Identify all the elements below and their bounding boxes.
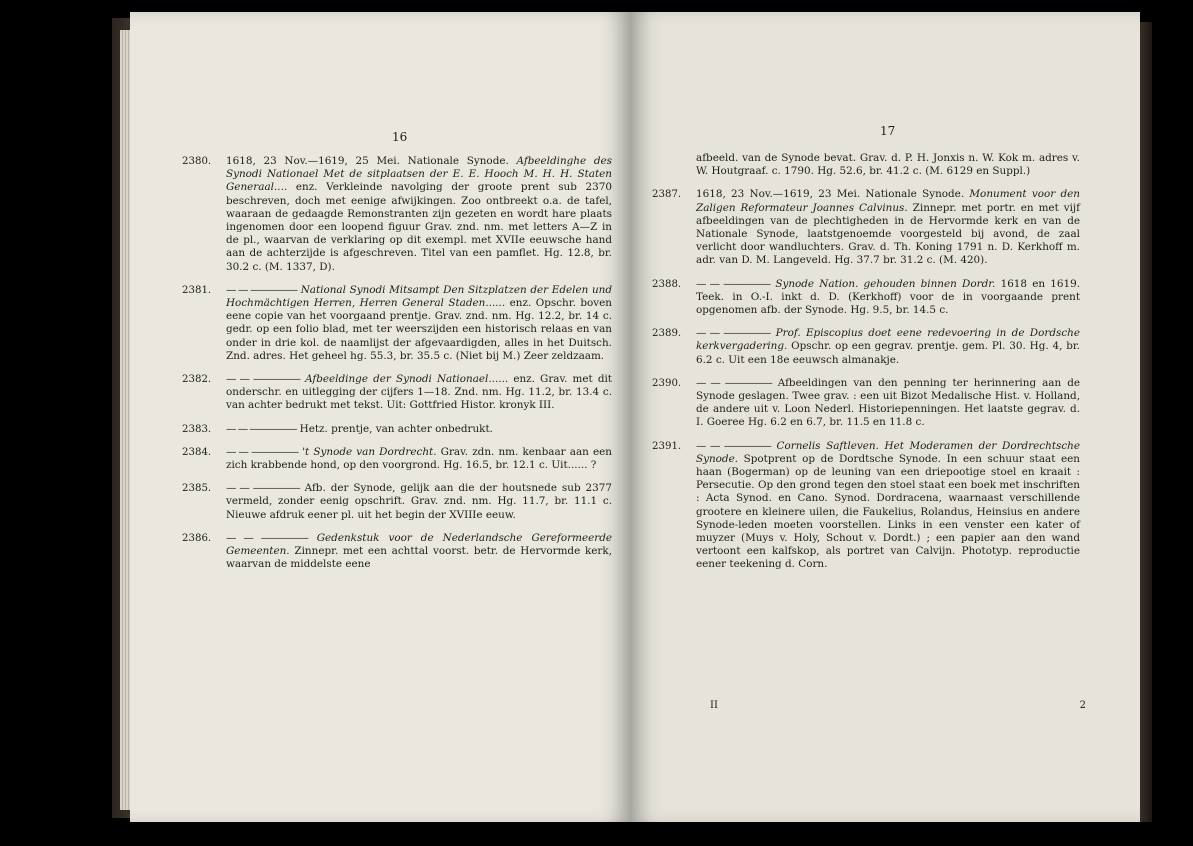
entry-text: enz. Opschr. boven eene copie van het voorgaand prentje. Grav. znd. nm. Hg. 12.2, br. 14 c. gedr. op een folio blad, met ter weerszijden een historisch relaas en van onder in drie kol. de naamlijst der afgevaardigden, alles in het Duitsch. Znd. adres. Het geheel hg. 55.3, br. 35.5 c. (Niet bij M.) Zeer zeldzaam. bbox=[226, 297, 612, 362]
entry-dash: — — ————— bbox=[696, 439, 771, 452]
entry-number: 2382. bbox=[182, 374, 212, 386]
left-page bbox=[130, 12, 630, 822]
entry-dash: — — ————— bbox=[696, 376, 772, 389]
catalogue-entry bbox=[182, 531, 613, 572]
entry-dash: — — ————— bbox=[226, 445, 299, 458]
entry-text: enz. Grav. met dit onderschr. en uitlegging der cijfers 1—18. Znd. nm. Hg. 11.2, br. 13.4 c. van achter bedrukt met tekst. Uit: Gottfried Histor. kronyk III. bbox=[226, 373, 612, 412]
entry-number: 2381. bbox=[182, 284, 212, 296]
right-page bbox=[630, 12, 1140, 822]
entry-continuation: afbeeld. van de Synode bevat. Grav. d. P. H. Jonxis n. W. Kok m. adres v. W. Houtgraaf. c. 1790. Hg. 52.6, br. 41.2 c. (M. 6129 en Suppl.) bbox=[696, 152, 1080, 178]
entry-text: Afbeeldingen van den penning ter herinnering aan de Synode geslagen. Twee grav. : een uit Bizot Medalische Hist. v. Holland, de andere uit v. Loon Nederl. Historiepenningen. Het laatste gegrav. d. I. Goeree Hg. 6.2 en 6.7, br. 11.5 en 11.8 c. bbox=[696, 376, 1080, 429]
entry-text: Opschr. op een gegrav. prentje. gem. Pl. 30. Hg. 4, br. 6.2 c. Uit een 18e eeuwsch almanakje. bbox=[696, 340, 1080, 366]
signature-mark: 2 bbox=[1079, 700, 1086, 711]
catalogue-entry bbox=[182, 283, 612, 363]
entry-title: Monument voor den Zaligen Reformateur Joannes Calvinus. bbox=[696, 188, 1080, 214]
entry-text: Zinnepr. met portr. en met vijf afbeeldingen van de plechtigheden in de Hervormde kerk en van de Nationale Synode, laatstgenoemde voorgesteld bij avond, de zaal verlicht door wandluchters. Grav. d. Th. Koning 1791 n. D. Kerkhoff m. adr. van D. M. Langeveld. Hg. 37.7 br. 31.2 c. (M. 420). bbox=[696, 201, 1080, 267]
entry-text: Spotprent op de Dordtsche Synode. In een schuur staat een haan (Bogerman) op de leuning van een driepootige stoel en kraait : Persecutie. Op den grond tegen den stoel staat een boek met inschriften : Acta Synod. en Cano. Synod. Dordracena, waarnaast verschillende grootere en kleinere uilen, die Faukelius, Rolandus, Heinsius en andere Synode-leden moeten voorstellen. Links in een venster een kater of muyzer (Muys v. Holy, Schout v. Dordt.) ; een papier aan den wand vertoont een kalfskop, als portret van Calvijn. Phototyp. reproductie eener teekening d. Corn. bbox=[696, 452, 1080, 571]
page-number-right: 17 bbox=[880, 124, 896, 138]
entry-title: Afbeeldinghe des Synodi Nationael Met de sitplaatsen der E. E. Hooch M. H. H. Staten Generaal.... bbox=[226, 155, 612, 194]
entry-text: enz. Verkleinde navolging der groote prent sub 2370 beschreven, doch met eenige afwijkingen. Zoo ontbreekt o.a. de tafel, waaraan de gedaagde Remonstranten zijn gezeten en wordt hare plaats ingenomen door een loopend figuur Grav. znd. nm. met letters A—Z in de pl., waarvan de verklaring op dit exempl. met XVIIe eeuwsche hand aan de achterzijde is afgeschreven. Titel van een pamflet. Hg. 12.8, br. 30.2 c. (M. 1337, D). bbox=[226, 181, 612, 273]
entry-text: Zinnepr. met een achttal voorst. betr. de Hervormde kerk, waarvan de middelste eene bbox=[226, 545, 612, 571]
catalogue-entry bbox=[182, 422, 612, 436]
catalogue-entry bbox=[652, 439, 1080, 572]
volume-number: II bbox=[710, 700, 718, 711]
entry-title: Cornelis Saftleven. Het Moderamen der Dordrechtsche Synode. bbox=[696, 439, 1080, 465]
catalogue-entry bbox=[182, 155, 612, 274]
catalogue-entry bbox=[182, 445, 612, 472]
entry-dash: — — ————— bbox=[696, 327, 771, 340]
entry-number: 2380. bbox=[182, 156, 212, 167]
entry-number: 2391. bbox=[652, 440, 682, 452]
entry-title: Afbeeldinge der Synodi Nationael...... bbox=[305, 373, 509, 386]
entry-dash: — — ————— bbox=[226, 531, 308, 544]
entry-number: 2384. bbox=[182, 446, 212, 458]
entry-number: 2385. bbox=[182, 483, 212, 495]
entry-number: 2388. bbox=[652, 278, 682, 290]
page-number-left: 16 bbox=[392, 130, 408, 144]
entry-title: Gedenkstuk voor de Nederlandsche Gereformeerde Gemeenten. bbox=[226, 531, 613, 558]
entry-dash: — — ————— bbox=[696, 277, 771, 290]
catalogue-entry bbox=[652, 376, 1080, 430]
entry-title: National Synodi Mitsampt Den Sitzplatzen der Edelen und Hochmächtigen Herren, Herren General Staden...... bbox=[226, 283, 612, 310]
entry-number: 2390. bbox=[652, 377, 682, 389]
book-cover-right bbox=[1138, 22, 1152, 822]
catalogue-entry bbox=[182, 373, 612, 413]
right-column bbox=[652, 152, 1081, 582]
entry-head: 1618, 23 Nov.—1619, 25 Mei. Nationale Synode. bbox=[226, 155, 509, 167]
entry-dash: — — ————— bbox=[226, 482, 300, 495]
entry-dash: — — ————— bbox=[226, 422, 297, 435]
page-footer bbox=[710, 700, 1086, 711]
entry-number: 2387. bbox=[652, 189, 682, 201]
entry-text: Grav. zdn. nm. kenbaar aan een zich krabbende hond, op den voorgrond. Hg. 16.5, br. 12.1 c. Uit...... ? bbox=[226, 445, 612, 472]
entry-text: Hetz. prentje, van achter onbedrukt. bbox=[299, 422, 493, 435]
catalogue-entry bbox=[652, 327, 1080, 367]
entry-head: 1618, 23 Nov.—1619, 23 Mei. Nationale Synode. bbox=[696, 188, 965, 201]
catalogue-entry bbox=[652, 188, 1080, 267]
entry-title: Prof. Episcopius doet eene redevoering in de Dordsche kerkvergadering. bbox=[696, 327, 1080, 353]
open-book bbox=[112, 12, 1152, 834]
entry-title: 't Synode van Dordrecht. bbox=[302, 445, 437, 458]
left-column bbox=[182, 155, 613, 581]
entry-number: 2386. bbox=[182, 532, 212, 544]
entry-number: 2389. bbox=[652, 328, 682, 340]
entry-text: Afb. der Synode, gelijk aan die der houtsnede sub 2377 vermeld, zonder eenig opschrift. Grav. znd. nm. Hg. 11.7, br. 11.1 c. Nieuwe afdruk eener pl. uit het begin der XVIIIe eeuw. bbox=[226, 482, 612, 521]
entry-text: 1618 en 1619. Teek. in O.-I. inkt d. D. (Kerkhoff) voor de in voorgaande prent opgenomen afb. der Synode. Hg. 9.5, br. 14.5 c. bbox=[696, 277, 1081, 317]
entry-dash: — — ————— bbox=[226, 283, 298, 296]
entry-dash: — — ————— bbox=[226, 373, 300, 386]
catalogue-entry bbox=[652, 277, 1081, 318]
catalogue-entry bbox=[182, 482, 612, 522]
entry-number: 2383. bbox=[182, 423, 212, 435]
entry-title: Synode Nation. gehouden binnen Dordr. bbox=[775, 277, 996, 290]
